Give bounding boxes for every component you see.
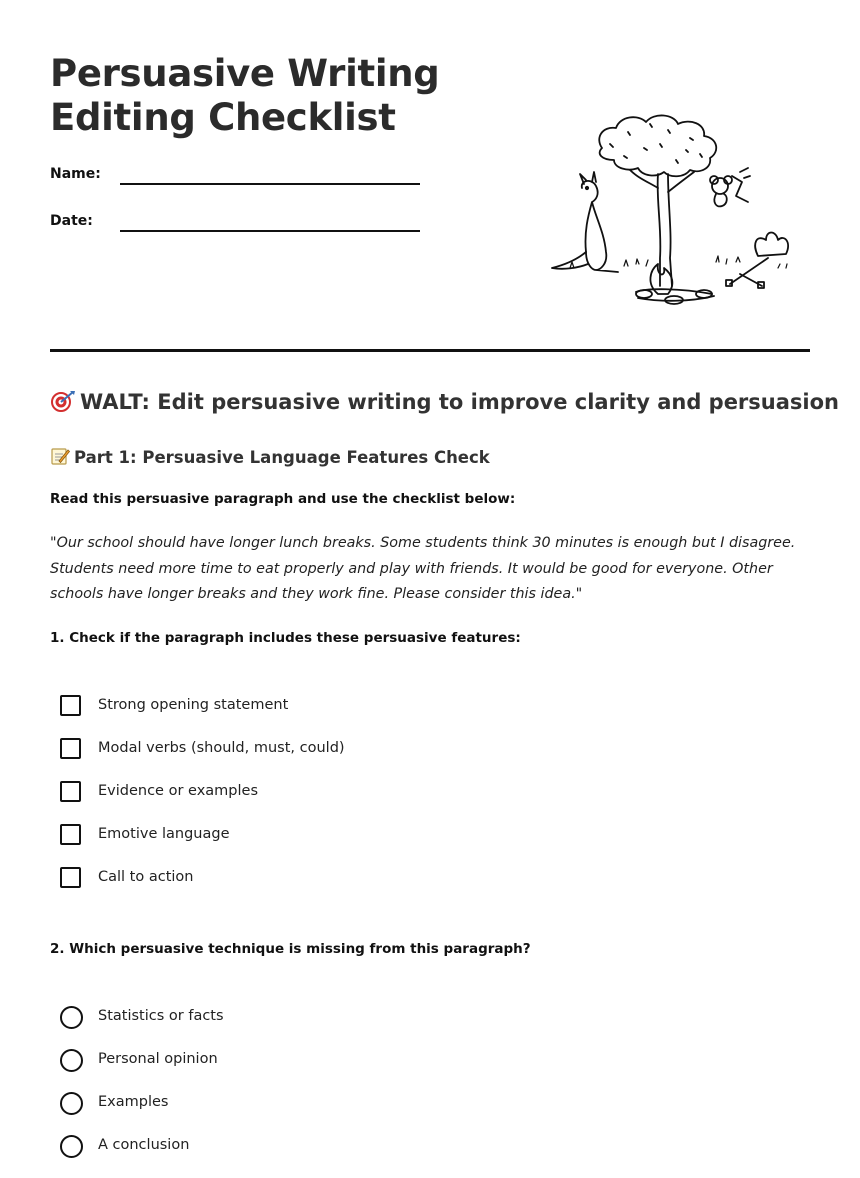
checklist-item-label: Emotive language (98, 826, 230, 842)
title-line-2: Editing Checklist (50, 96, 396, 139)
checkbox[interactable] (60, 695, 81, 716)
gum-tree-icon (599, 115, 716, 286)
checkbox[interactable] (60, 824, 81, 845)
walt-heading (50, 390, 839, 417)
checklist-item-label: Strong opening statement (98, 697, 289, 713)
header-divider (50, 349, 810, 352)
instruction-text: Read this persuasive paragraph and use the checklist below: (50, 491, 516, 507)
name-label: Name: (50, 166, 101, 182)
checklist-item-label: Evidence or examples (98, 783, 258, 799)
walt-text: WALT: Edit persuasive writing to improve clarity and persuasion (80, 390, 839, 414)
worksheet-title (50, 52, 439, 140)
date-field[interactable] (50, 213, 430, 237)
checkbox[interactable] (60, 738, 81, 759)
radio-option-label: Examples (98, 1094, 169, 1110)
australian-bush-illustration (540, 108, 800, 308)
radio-button[interactable] (60, 1092, 83, 1115)
checklist-item-label: Call to action (98, 869, 194, 885)
part-1-heading (50, 446, 490, 470)
question-1: 1. Check if the paragraph includes these persuasive features: (50, 630, 521, 646)
question-2: 2. Which persuasive technique is missing from this paragraph? (50, 941, 531, 957)
memo-icon (50, 446, 74, 470)
date-label: Date: (50, 213, 93, 229)
target-icon (50, 390, 80, 417)
shrub-icon (755, 233, 788, 257)
radio-button[interactable] (60, 1135, 83, 1158)
radio-button[interactable] (60, 1049, 83, 1072)
name-write-line[interactable] (120, 183, 420, 185)
campfire-icon (636, 264, 714, 304)
checklist-item-label: Modal verbs (should, must, could) (98, 740, 345, 756)
marshmallow-stick-icon (726, 258, 768, 288)
radio-option-label: A conclusion (98, 1137, 190, 1153)
checkbox[interactable] (60, 867, 81, 888)
radio-button[interactable] (60, 1006, 83, 1029)
part-1-text: Part 1: Persuasive Language Features Check (74, 448, 490, 467)
name-field[interactable] (50, 166, 430, 190)
radio-option-label: Personal opinion (98, 1051, 218, 1067)
kangaroo-icon (552, 172, 618, 272)
persuasive-paragraph: "Our school should have longer lunch breaks. Some students think 30 minutes is enough but I disagree. Students need more time to eat properly and play with friends. It would be good for everyone. Other schools have longer breaks and they work fine. Please consider this idea." (50, 535, 796, 602)
title-line-1: Persuasive Writing (50, 52, 440, 95)
koala-icon (710, 168, 750, 206)
radio-option-label: Statistics or facts (98, 1008, 224, 1024)
checkbox[interactable] (60, 781, 81, 802)
date-write-line[interactable] (120, 230, 420, 232)
